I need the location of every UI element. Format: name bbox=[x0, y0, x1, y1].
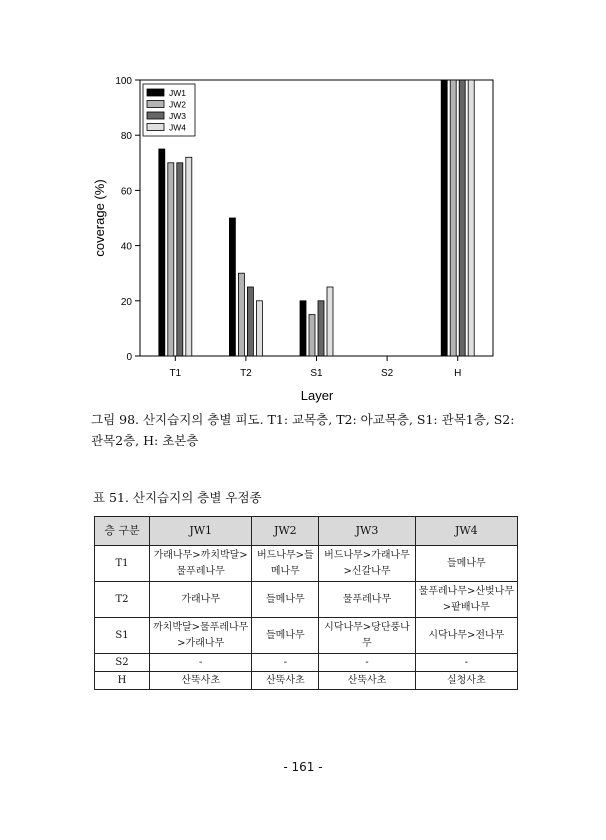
bar-jw1-s1 bbox=[300, 301, 306, 356]
y-tick-label: 40 bbox=[120, 241, 132, 253]
bar-jw4-h bbox=[468, 80, 474, 356]
table-cell: 가래나무>까치박달>물푸레나무 bbox=[150, 546, 252, 582]
x-axis-label: Layer bbox=[300, 388, 334, 403]
bar-jw2-h bbox=[450, 80, 456, 356]
table-cell: - bbox=[150, 654, 252, 672]
bar-jw2-s1 bbox=[309, 315, 315, 356]
bar-jw4-t2 bbox=[256, 301, 262, 356]
table-cell: 들메나무 bbox=[252, 618, 319, 654]
y-tick-label: 80 bbox=[120, 131, 132, 143]
table-cell: 까치박달>물푸레나무>가래나무 bbox=[150, 618, 252, 654]
table-row bbox=[95, 618, 518, 654]
table-cell: 산뚝사초 bbox=[252, 672, 319, 690]
bar-jw3-t2 bbox=[247, 287, 253, 356]
table-cell: 실청사초 bbox=[415, 672, 517, 690]
table-row bbox=[95, 582, 518, 618]
table-cell: 시닥나무>당단풍나무 bbox=[319, 618, 415, 654]
legend-swatch-jw2 bbox=[147, 101, 164, 108]
table-title: 표 51. 산지습지의 층별 우점종 bbox=[93, 490, 262, 505]
header-cell-layer: 층 구분 bbox=[95, 517, 150, 546]
page-number: - 161 - bbox=[283, 760, 323, 774]
x-tick-label: H bbox=[454, 368, 462, 379]
bar-jw3-s1 bbox=[318, 301, 324, 356]
row-layer: S1 bbox=[95, 618, 150, 654]
table-cell: 들메나무 bbox=[415, 546, 517, 582]
legend-label-jw3: JW3 bbox=[169, 111, 186, 121]
row-layer: H bbox=[95, 672, 150, 690]
table-cell: 산뚝사초 bbox=[150, 672, 252, 690]
table-cell: 버드나무>들메나무 bbox=[252, 546, 319, 582]
bar-jw2-t2 bbox=[238, 273, 244, 356]
legend-swatch-jw1 bbox=[147, 89, 164, 96]
x-tick-label: S2 bbox=[380, 368, 394, 379]
y-tick-label: 20 bbox=[120, 296, 132, 308]
header-cell-jw1: JW1 bbox=[150, 517, 252, 546]
y-tick-label: 100 bbox=[115, 76, 132, 87]
legend-label-jw1: JW1 bbox=[169, 88, 186, 98]
bar-jw1-t2 bbox=[229, 218, 235, 356]
x-tick-label: T2 bbox=[240, 368, 252, 379]
coverage-bar-chart bbox=[0, 0, 606, 410]
table-cell: - bbox=[252, 654, 319, 672]
bar-jw1-t1 bbox=[159, 149, 165, 356]
table-header-row bbox=[95, 517, 518, 546]
table-row bbox=[95, 654, 518, 672]
header-cell-jw2: JW2 bbox=[252, 517, 319, 546]
x-tick-label: T1 bbox=[169, 368, 182, 379]
dominant-species-table bbox=[94, 516, 518, 690]
legend-swatch-jw3 bbox=[147, 112, 164, 119]
table-cell: 물푸레나무>산벚나무>팥배나무 bbox=[415, 582, 517, 618]
legend-label-jw2: JW2 bbox=[169, 99, 186, 110]
bar-jw1-h bbox=[441, 80, 447, 356]
y-axis-label: coverage (%) bbox=[92, 179, 107, 257]
bar-jw3-h bbox=[459, 80, 465, 356]
bar-jw4-s1 bbox=[327, 287, 333, 356]
table-cell: 버드나무>가래나무>신갈나무 bbox=[319, 546, 415, 582]
table-cell: - bbox=[415, 654, 517, 672]
legend-label-jw4: JW4 bbox=[169, 122, 186, 133]
row-layer: S2 bbox=[95, 654, 150, 672]
table-cell: 들메나무 bbox=[252, 582, 319, 618]
header-cell-jw4: JW4 bbox=[415, 517, 517, 546]
table-cell: 가래나무 bbox=[150, 582, 252, 618]
legend-swatch-jw4 bbox=[147, 124, 164, 131]
table-row bbox=[95, 672, 518, 690]
bar-jw3-t1 bbox=[177, 163, 183, 356]
table-cell: 시닥나무>전나무 bbox=[415, 618, 517, 654]
bar-jw4-t1 bbox=[186, 157, 192, 356]
table-cell: 물푸레나무 bbox=[319, 582, 415, 618]
table-row bbox=[95, 546, 518, 582]
x-tick-label: S1 bbox=[310, 368, 323, 379]
row-layer: T2 bbox=[95, 582, 150, 618]
y-tick-label: 0 bbox=[126, 352, 132, 363]
y-tick-label: 60 bbox=[120, 186, 132, 198]
table-cell: - bbox=[319, 654, 415, 672]
row-layer: T1 bbox=[95, 546, 150, 582]
header-cell-jw3: JW3 bbox=[319, 517, 415, 546]
bar-jw2-t1 bbox=[168, 163, 174, 356]
table-cell: 산뚝사초 bbox=[319, 672, 415, 690]
figure-caption: 그림 98. 산지습지의 층별 피도. T1: 교목층, T2: 아교목층, S1: 관목1층, S2: 관목2층, H: 초본층 bbox=[91, 412, 515, 448]
